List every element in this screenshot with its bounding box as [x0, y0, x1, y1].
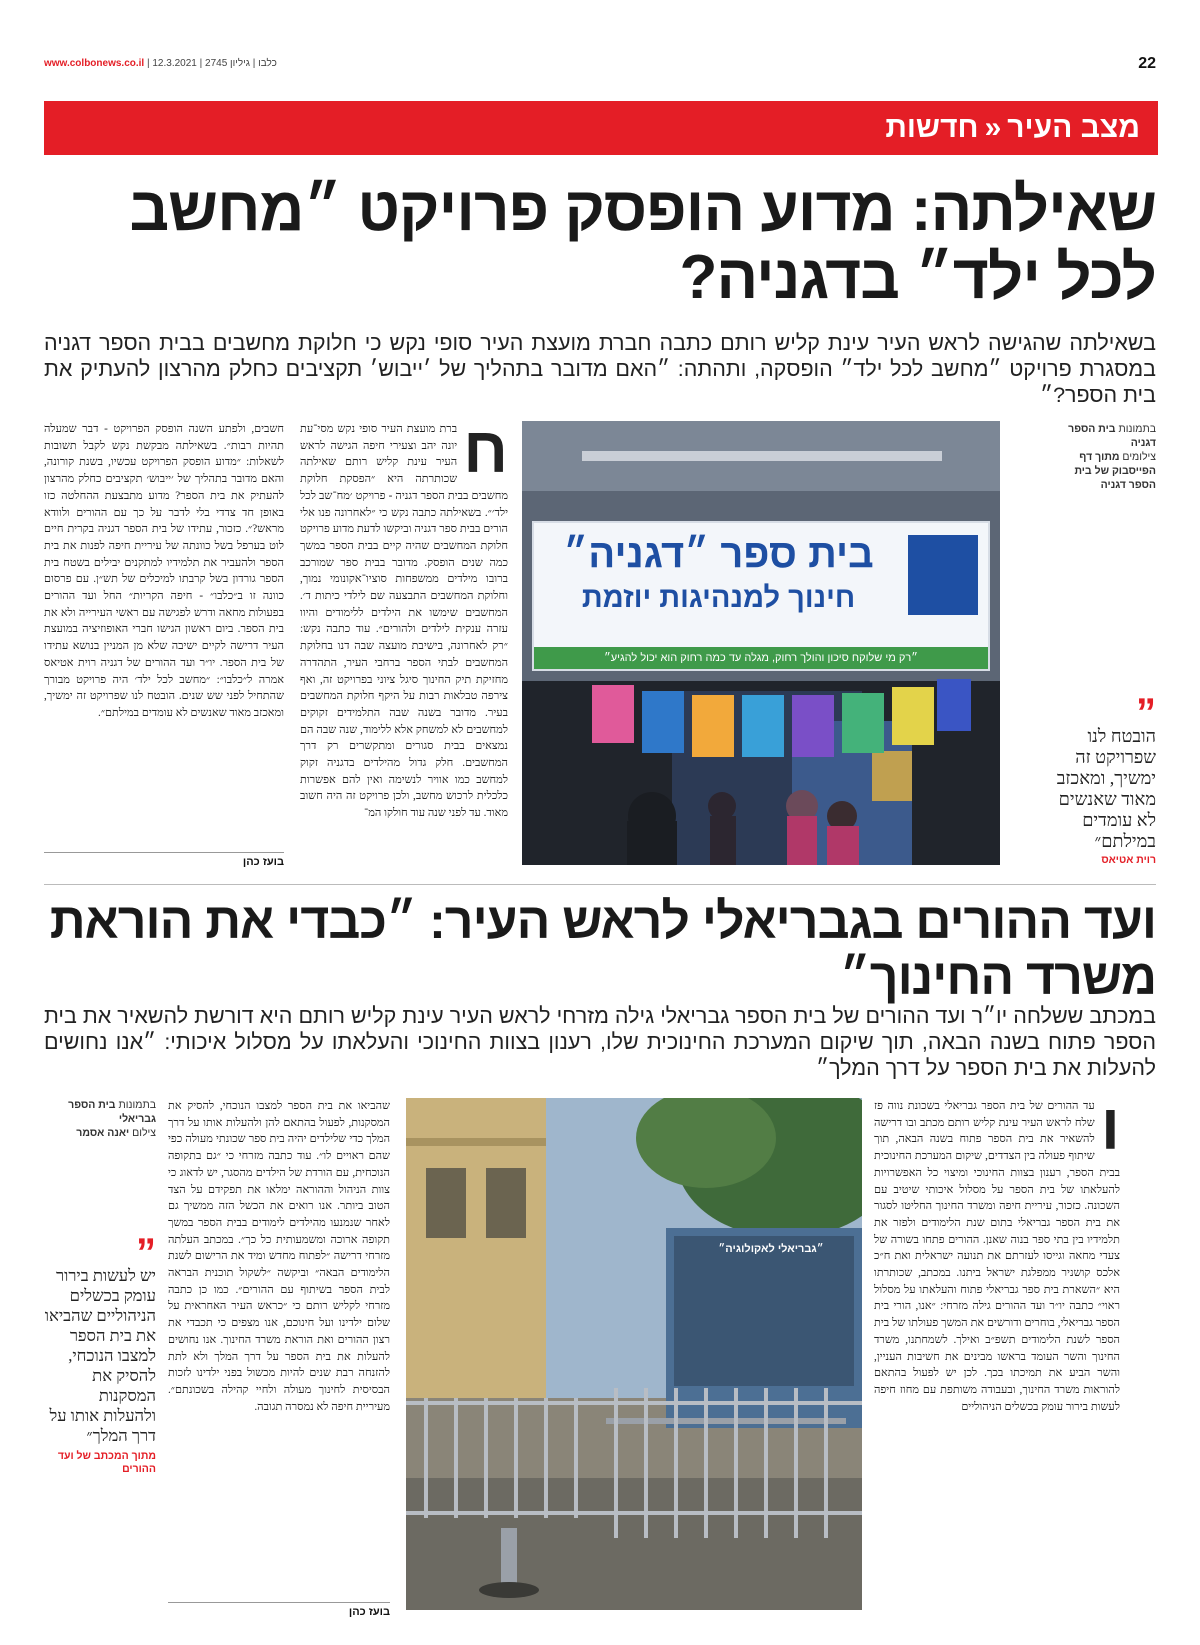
- chevron-icon: «: [984, 111, 1002, 144]
- article2-caption: [44, 1098, 156, 1140]
- quote-icon: ”: [1136, 691, 1156, 735]
- banner-subtitle: חינוך למנהיגות יוזמת: [581, 582, 856, 614]
- caption-subject: בית הספר גבריאלי: [68, 1099, 156, 1125]
- byline-rule: [168, 1602, 390, 1603]
- caption-credit-label: צילום: [132, 1127, 156, 1139]
- article1-column-left: [44, 421, 284, 846]
- school-logo-icon: [908, 535, 978, 615]
- article2-column-left: [168, 1098, 390, 1594]
- caption-credit: מתוך דף הפייסבוק של בית הספר דגניה: [1074, 451, 1156, 491]
- article2-photo: [406, 1098, 862, 1610]
- article2-headline: ועד ההורים בגבריאלי לראש העיר: ״כבדי את הוראת משרד החינוך״: [49, 893, 1156, 1005]
- article2-col-left-text: שהביאו את בית הספר למצבו הנוכחי, להסיק את המסקנות, לפעול בהתאם להן ולהעלות אותו על דרך המלך כדי שלילדים יהיה בית ספר שכונתי מעולה כפי שהם ראויים לו״. עוד כתבה מזרחי כי ״גם בתקופה הנוכחית, עם הורדת של הילדים מהסגר, יש לדאוג כי צוות הניהול וההוראה ימלאו את תפקידם על הצד הטוב ביותר. אנו רואים את הכשל הזה ממשיך גם לאחר שנמנעו מהילדים לימודים בבית הספר במשך תקופה ארוכה ומשמעותית כל כך״. במכתב העלתה מזרחי דרישה ״לפתוח מחדש ומיד את הרישום לשנת הלימודים הבאה״ וביקשה ״לשקול תוכנית הבראה לבית הספר בשיתוף עם ההורים״. כמו כן כתבה מזרחי לקליש רותם כי ״כראש העיר האחראית על שלום ילדינו ועל חינוכם, אנו מצפים כי תכבדי את רצון ההורים ואת הוראת משרד החינוך. אנו נחושים להעלות את בית הספר על דרך המלך ולא לתת להזנחה רבת שנים להיות מכשול בפני ילדינו לזכות הבסיסית לחינוך מעולה ולחיי קהילה בשכונתם״. מעיריית חיפה לא נמסרה תגובה.: [168, 1100, 390, 1413]
- caption-label: בתמונות: [1118, 423, 1156, 435]
- article1-col-left-text: חשבים, ולפתע השנה הופסק הפרויקט - דבר שמעלה תהיות רבות״. בשאילתה מבקשת נקש לקבל תשובות לשאלות: ״מדוע הופסק הפרויקט עכשיו, בשנת קורונה, והאם מדובר בתהליך של ׳ייבוש׳ תקציבים כחלק מהרצון להעתיק את בית הספר? מדוע מתבצעת ההחלטה כזו באופן חד צדדי בלי לדבר על כך עם ההורים ולוודא מראש?״. כזכור, עתידו של בית הספר דגניה בקרית חיים לוט בערפל בשל כוונתה של עיריית חיפה לפנות את בית הספר ולהעביר את תלמידיו למתקנים יבילים בשטח בית הספר גורדון בשל קרבתו למיכלים של תש״ן. עם פרסום כוונה זו ב״כלבו״ - חיפה הקריות״ החל ועד ההורים בפעולות מחאה ודרש לפגישה עם ראשי העירייה ולא את בית הספר. ביום ראשון הגישו חברי האופוזיציה במועצת העיר דרישה לקיים ישיבה שלא מן המניין בנושא עתידו של בית הספר. יו״ר ועד ההורים של דגניה רוית אטיאס אמרה ל״כלבו״: ״מחשב לכל ילד׳ היה פרויקט מבורך שהתחיל לפני שש שנים. הובטח לנו שפרויקט זה ימשיך, ומאכזב מאוד שאנשים לא עומדים במילתם״.: [44, 423, 284, 719]
- photo-school-banner: [532, 521, 990, 671]
- school-gate-illustration: [406, 1098, 862, 1610]
- article1-pull-quote: [1056, 691, 1156, 867]
- folio-meta: | כלבו | גיליון 2745 | 12.3.2021: [144, 58, 277, 69]
- caption-credit-label: צילומים: [1122, 451, 1156, 463]
- caption-subject: בית הספר דגניה: [1068, 423, 1156, 449]
- pull-quote-text: הובטח לנו שפרויקט זה ימשיך, ומאכזב מאוד שאנשים לא עומדים במילתם״: [1056, 726, 1156, 851]
- pull-quote-text: יש לעשות בירור עומק בכשלים הניהוליים שהביאו את בית הספר למצבו הנוכחי, להסיק את המסקנות ולהעלות אותו על דרך המלך״: [44, 1266, 156, 1445]
- subsection-name: חדשות: [885, 111, 979, 144]
- photo-bunting: [592, 673, 972, 763]
- article1-photo: [522, 421, 1000, 865]
- folio-site[interactable]: www.colbonews.co.il: [44, 58, 145, 69]
- article2-pull-quote: [44, 1231, 156, 1476]
- article1-col-right-text: ברת מועצת העיר סופי נקש מסי־עת יונה יהב וצעירי חיפה הגישה לראש העיר עינת קליש רותם שאילתה שכותרתה היא ״הפסקת חלוקת מחשבים בבית הספר דגניה - פרויקט ׳מח־שב לכל ילד׳״. בשאילתה כתבה נקש כי ״לאחרונה פנו אלי הורים בבית ספר דגניה וביקשו לדעת מדוע פרויקט חלוקת המחשבים שהיה קיים בבית הספר במשך כמה שנים הופסק. מדובר בבית ספר שמורכב ברובו מילדים ממשפחות סוציו־אקונומי נמוך, וחלוקת המחשבים התבצעה שם לילדי כיתות ד׳. המחשבים שימשו את הילדים ללימודים והיוו עזרה ענקית לילדים ולהורים״. עוד כתבה נקש: ״רק לאחרונה, בישיבת מועצה שבה דנו בחלוקת המחשבים לבתי הספר ברחבי העיר, התהדרה מחזיקת תיק החינוך סיגל ציוני בפרויקט זה, ואף צירפה טבלאות רבות על היקף חלוקת המחשבים בעיר. מדובר בשנה שבה התלמידים זקוקים למחשבים לא למשחק אלא ללימוד, שנה שבה הם נמצאים בבית סגורים ומתקשרים רק דרך המחשבים. חלק גדול מהילדים בדגניה זקוק למחשב כמו אוויר לנשימה ואין להם אפשרות כלכלית לרכוש מחשב, ולכן פרויקט זה היה חשוב מאוד. עד לפני שנה עוד חולקו המ־: [300, 423, 508, 820]
- banner-title: בית ספר ״דגניה״: [563, 532, 874, 576]
- caption-label: בתמונות: [118, 1099, 156, 1111]
- article-divider: [44, 884, 1156, 885]
- page-number: 22: [1138, 55, 1156, 72]
- article2-dropcap: ו: [1100, 1098, 1120, 1163]
- gate-banner-text: ״גבריאלי לאקולוגיה״: [718, 1243, 824, 1255]
- byline-rule: [44, 852, 284, 853]
- article2-column-right: [874, 1098, 1120, 1618]
- quote-icon: ”: [136, 1231, 156, 1275]
- article1-byline: בועז כהן: [242, 856, 284, 868]
- banner-strip: ״רק מי שלוקח סיכון והולך רחוק, מגלה עד כמה רחוק הוא יכול להגיע״: [534, 647, 988, 669]
- article2-byline: בועז כהן: [348, 1606, 390, 1618]
- article1-dropcap: ח: [463, 421, 508, 486]
- pull-quote-source: מתוך המכתב של ועד ההורים: [57, 1450, 156, 1475]
- article2-col-right-text: עד ההורים של בית הספר גבריאלי בשכונת נווה פז שלח לראש העיר עינת קליש רותם מכתב ובו דרישה להשאיר את בית הספר פתוח בשנה הבאה, תוך שיתוף פעולה בין הצדדים, שיקום המערכת החינוכית בבית הספר, רענון בצוות החינוכי ומיצוי כל האפשרויות להעלאתו של בית הספר על מסלול איכותי שיטיב עם השכונה. כזכור, עיריית חיפה ומשרד החינוך החליטו לסגור את בית הספר גבריאלי בתום שנת הלימודים ולפזר את תלמידיו בין בתי ספר בנוה שאנן. ההורים פתחו בשורה של צעדי מחאה וגייסו לעזרתם את תנועה ישראלית ואת ח״כ אלכס קושניר ממפלגת ישראל ביתנו. במכתב, שכותרתו היא ״השארת בית ספר גבריאלי פתוח והעלאתו על מסלול ראוי״ כתבה יו״ר ועד ההורים גילה מזרחי: ״אנו, הורי בית הספר גבריאלי, בוחרים ודורשים את המשך פעולתו של בית הספר לשנת הלימודים תשפ״ב ואילך. לשמחתנו, משרד החינוך והשר העומד בראשו מבינים את חשיבות העניין, והשר הביע את תמיכתו בכך. לכן יש לפעול בהתאם להוראות משרד החינוך, ובעבודה משותפת עם מחוז חיפה לעשות בירור עומק בכשלים הניהוליים: [874, 1100, 1120, 1413]
- section-bar: [44, 101, 1158, 155]
- pull-quote-source: רוית אטיאס: [1101, 854, 1156, 866]
- caption-credit: יאנה אסמר: [76, 1127, 130, 1139]
- article1-caption: [1056, 422, 1156, 492]
- folio: [44, 58, 544, 69]
- article1-column-right: [300, 421, 508, 861]
- section-name: מצב העיר: [1007, 111, 1140, 144]
- article1-deck: בשאילתה שהגישה לראש העיר עינת קליש רותם כתבה חברת מועצת העיר סופי נקש כי חלוקת מחשבים בבית הספר דגניה במסגרת פרויקט ״מחשב לכל ילד״ הופסקה, ותהתה: ״האם מדובר בתהליך של ׳ייבוש׳ תקציבים כחלק מהרצון להעתיק את בית הספר?״: [44, 331, 1156, 407]
- article2-deck: במכתב ששלחה יו״ר ועד ההורים של בית הספר גבריאלי גילה מזרחי לראש העיר עינת קליש רותם היא דורשת להשאיר את בית הספר פתוח בשנה הבאה, תוך שיקום המערכת החינוכית שלו, רענון בצוות החינוכי והעלאתו על מסלול איכותי: ״אנו נחושים להעלות את בית הספר על דרך המלך״: [44, 1004, 1156, 1080]
- article1-headline: שאילתה: מדוע הופסק פרויקט ״מחשב לכל ילד״ בדגניה?: [129, 175, 1156, 312]
